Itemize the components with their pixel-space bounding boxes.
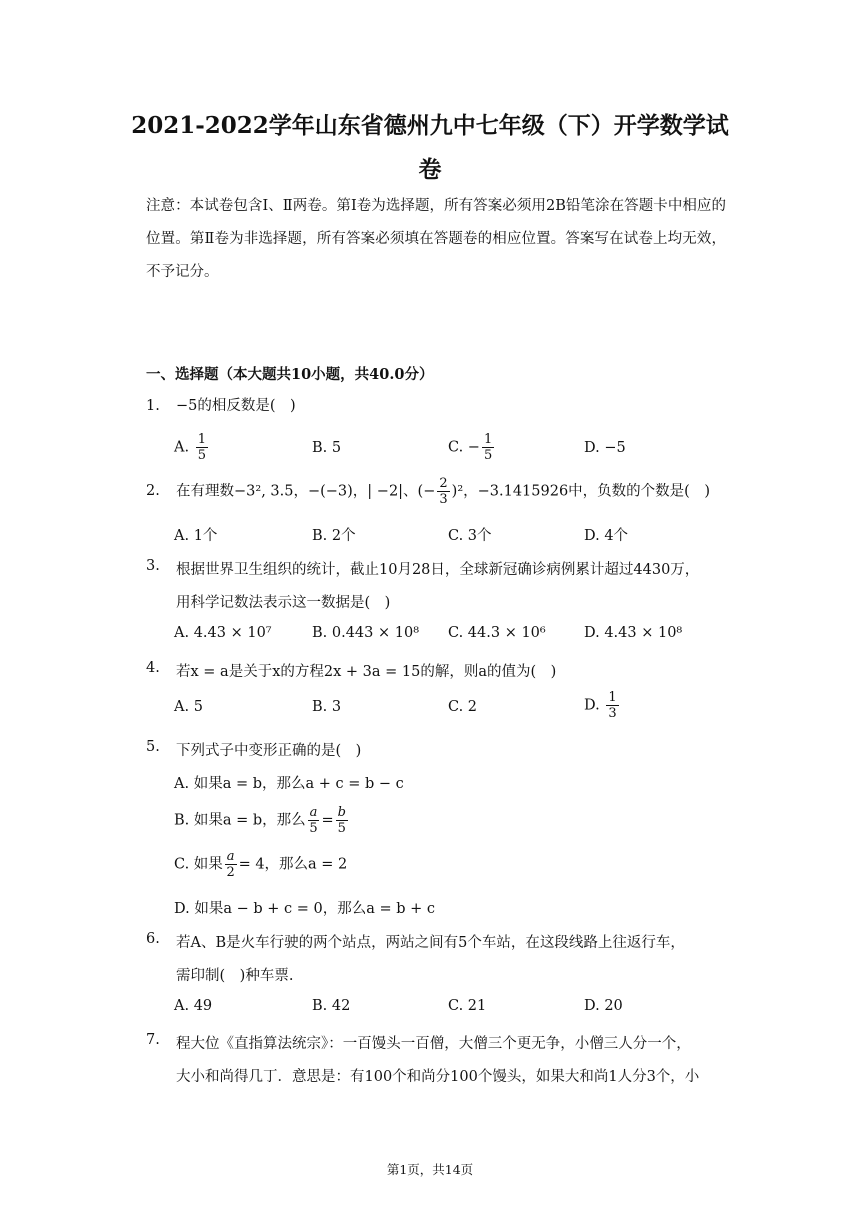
- question-number: 7.: [146, 1032, 160, 1048]
- exam-title: [60, 104, 800, 192]
- q5-option-c[interactable]: C. 如果 $\frac{a}{2}$ = 4，那么a = 2: [174, 849, 348, 880]
- q2-option-d[interactable]: D. 4个: [584, 528, 629, 544]
- q6-option-d[interactable]: D. 20: [584, 998, 623, 1014]
- question-text-line-1: 若A、B是火车行驶的两个站点，两站之间有5个车站，在这段线路上往返行车，: [176, 935, 685, 951]
- question-text: 下列式子中变形正确的是( ): [176, 743, 362, 759]
- q6-option-b[interactable]: B. 42: [312, 998, 351, 1014]
- title-line-1: 2021-2022学年山东省德州九中七年级（下）开学数学试: [131, 112, 729, 139]
- q5-option-d[interactable]: D. 如果a − b + c = 0，那么a = b + c: [174, 901, 435, 917]
- question-text-line-2: 需印制( )种车票.: [176, 968, 294, 984]
- question-number: 6.: [146, 931, 160, 947]
- q6-option-a[interactable]: A. 49: [174, 998, 213, 1014]
- q5-option-b[interactable]: B. 如果a = b，那么 $\frac{a}{5}$ = $\frac{b}{5}$: [174, 805, 346, 836]
- question-number: 3.: [146, 558, 160, 574]
- fraction: $\frac{1}{5}$: [197, 432, 206, 463]
- q4-option-d[interactable]: D. $\frac{1}{3}$: [584, 690, 617, 721]
- question-text-line-1: 程大位《直指算法统宗》：一百馒头一百僧，大僧三个更无争，小僧三人分一个，: [176, 1036, 691, 1052]
- q1-option-c[interactable]: C. − $\frac{1}{5}$: [448, 432, 493, 463]
- question-text-line-1: 根据世界卫生组织的统计，截止10月28日，全球新冠确诊病例累计超过4430万，: [176, 562, 700, 578]
- q1-option-b[interactable]: B. 5: [312, 440, 342, 456]
- page-footer: 第1页，共14页: [386, 1162, 474, 1177]
- question-number: 4.: [146, 660, 160, 676]
- q1-option-a[interactable]: A. $\frac{1}{5}$: [174, 432, 206, 463]
- fraction: $\frac{1}{3}$: [608, 690, 617, 721]
- q4-option-a[interactable]: A. 5: [174, 699, 203, 715]
- q4-option-c[interactable]: C. 2: [448, 699, 478, 715]
- fraction: $\frac{2}{3}$: [439, 476, 448, 507]
- fraction: $\frac{b}{5}$: [337, 805, 346, 836]
- q3-option-b[interactable]: B. 0.443 × 10⁸: [312, 625, 420, 641]
- q2-option-c[interactable]: C. 3个: [448, 528, 492, 544]
- fraction: $\frac{1}{5}$: [483, 432, 493, 463]
- question-number: 1.: [146, 398, 160, 414]
- q2-option-a[interactable]: A. 1个: [174, 528, 218, 544]
- q1-option-d[interactable]: D. −5: [584, 440, 626, 456]
- title-line-2: 卷: [418, 156, 442, 183]
- fraction: $\frac{a}{2}$: [226, 849, 235, 880]
- q5-option-a[interactable]: A. 如果a = b，那么a + c = b − c: [174, 776, 404, 792]
- section-heading: 一、选择题（本大题共10小题，共40.0分）: [146, 366, 434, 383]
- question-text-line-2: 大小和尚得几丁．意思是：有100个和尚分100个馒头，如果大和尚1人分3个，小: [176, 1069, 700, 1085]
- exam-notice: 注意：本试卷包含Ⅰ、Ⅱ两卷。第Ⅰ卷为选择题，所有答案必须用2B铅笔涂在答题卡中相应的位置。第Ⅱ卷为非选择题，所有答案必须填在答题卷的相应位置。答案写在试卷上均无效，不予记分。: [146, 198, 726, 280]
- q4-option-b[interactable]: B. 3: [312, 699, 342, 715]
- q2-option-b[interactable]: B. 2个: [312, 528, 356, 544]
- q3-option-a[interactable]: A. 4.43 × 10⁷: [174, 625, 272, 641]
- q3-option-d[interactable]: D. 4.43 × 10⁸: [584, 625, 683, 641]
- question-text: −5的相反数是( ): [176, 398, 296, 414]
- question-text: 若x = a是关于x的方程2x + 3a = 15的解，则a的值为( ): [176, 664, 557, 680]
- question-text: 在有理数−3², 3.5，−(−3)，| −2|、(− $\frac{2}{3}$ )²，−3.1415926中，负数的个数是( ): [176, 476, 711, 507]
- q6-option-c[interactable]: C. 21: [448, 998, 487, 1014]
- question-text-line-2: 用科学记数法表示这一数据是( ): [176, 595, 391, 611]
- question-number: 5.: [146, 739, 160, 755]
- q3-option-c[interactable]: C. 44.3 × 10⁶: [448, 625, 546, 641]
- question-number: 2.: [146, 483, 160, 499]
- fraction: $\frac{a}{5}$: [309, 805, 318, 836]
